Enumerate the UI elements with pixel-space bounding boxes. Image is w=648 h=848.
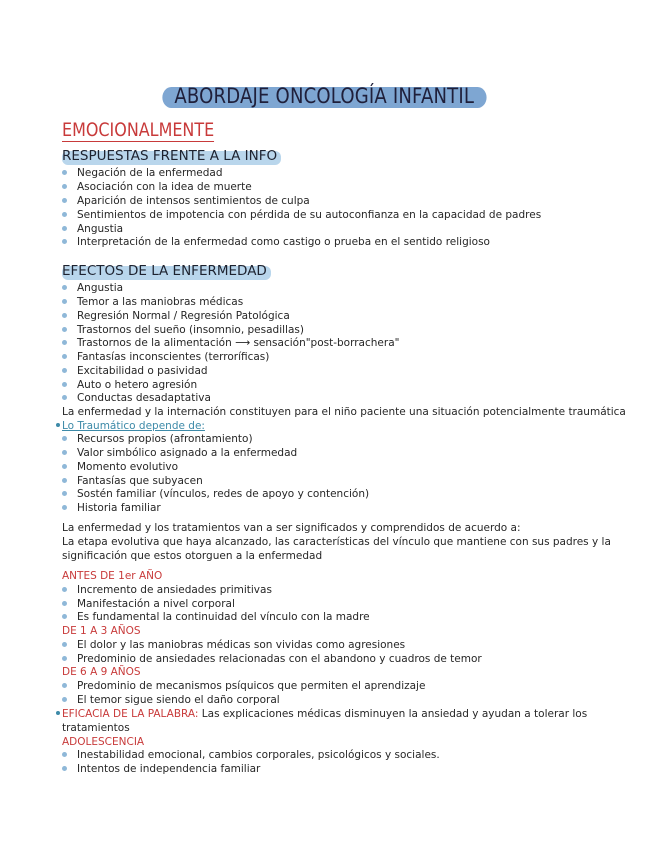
list-item: El dolor y las maniobras médicas son vividas como agresiones bbox=[62, 639, 405, 652]
eficacia-paragraph: EFICACIA DE LA PALABRA: Las explicaciones médicas disminuyen la ansiedad y ayudan a tolerar los bbox=[56, 708, 587, 721]
paragraph: La enfermedad y los tratamientos van a ser significados y comprendidos de acuerdo a: bbox=[62, 522, 521, 534]
list-item: Fantasías que subyacen bbox=[62, 475, 203, 488]
list-item: Incremento de ansiedades primitivas bbox=[62, 584, 272, 597]
bullet-icon bbox=[62, 184, 67, 189]
list-item: Asociación con la idea de muerte bbox=[62, 181, 252, 194]
bullet-icon bbox=[62, 226, 67, 231]
bullet-icon bbox=[62, 491, 67, 496]
bullet-icon bbox=[62, 354, 67, 359]
list-item: Momento evolutivo bbox=[62, 461, 178, 474]
list-item: Angustia bbox=[62, 282, 123, 295]
bullet-icon bbox=[62, 464, 67, 469]
bullet-icon bbox=[62, 587, 67, 592]
section-heading: EMOCIONALMENTE bbox=[62, 119, 215, 141]
list-item: Inestabilidad emocional, cambios corporales, psicológicos y sociales. bbox=[62, 749, 440, 762]
list-item: Manifestación a nivel corporal bbox=[62, 598, 235, 611]
list-item: Historia familiar bbox=[62, 502, 161, 515]
bullet-icon bbox=[62, 505, 67, 510]
bullet-icon bbox=[62, 368, 67, 373]
list-item: Excitabilidad o pasividad bbox=[62, 365, 208, 378]
page-title-text: ABORDAJE ONCOLOGÍA INFANTIL bbox=[174, 84, 474, 108]
list-item: Intentos de independencia familiar bbox=[62, 763, 260, 776]
bullet-icon bbox=[62, 642, 67, 647]
bullet-icon bbox=[62, 766, 67, 771]
list-item: Angustia bbox=[62, 223, 123, 236]
list-item: Temor a las maniobras médicas bbox=[62, 296, 243, 309]
bullet-icon bbox=[62, 299, 67, 304]
list-item: Valor simbólico asignado a la enfermedad bbox=[62, 447, 297, 460]
list-item: Es fundamental la continuidad del vínculo con la madre bbox=[62, 611, 370, 624]
bullet-icon bbox=[62, 285, 67, 290]
list-item: Predominio de ansiedades relacionadas con el abandono y cuadros de temor bbox=[62, 653, 482, 666]
list-item: Predominio de mecanismos psíquicos que permiten el aprendizaje bbox=[62, 680, 425, 693]
bullet-icon bbox=[62, 313, 67, 318]
bullet-icon bbox=[62, 170, 67, 175]
respuestas-heading: RESPUESTAS FRENTE A LA INFO bbox=[62, 149, 277, 164]
list-item: Sentimientos de impotencia con pérdida de su autoconfianza en la capacidad de padres bbox=[62, 209, 541, 222]
paragraph: La enfermedad y la internación constituyen para el niño paciente una situación potencialmente traumática bbox=[62, 406, 626, 418]
efectos-heading: EFECTOS DE LA ENFERMEDAD bbox=[62, 264, 267, 279]
paragraph: significación que estos otorguen a la enfermedad bbox=[62, 550, 323, 562]
bullet-icon bbox=[56, 711, 60, 715]
paragraph: La etapa evolutiva que haya alcanzado, las características del vínculo que mantiene con sus padres y la bbox=[62, 536, 611, 548]
bullet-icon bbox=[62, 239, 67, 244]
bullet-icon bbox=[62, 450, 67, 455]
bullet-icon bbox=[62, 601, 67, 606]
list-item: Fantasías inconscientes (terroríficas) bbox=[62, 351, 269, 364]
bullet-icon bbox=[62, 614, 67, 619]
bullet-icon bbox=[62, 212, 67, 217]
list-item: Negación de la enfermedad bbox=[62, 167, 223, 180]
list-item: Recursos propios (afrontamiento) bbox=[62, 433, 253, 446]
page-title bbox=[166, 82, 483, 110]
list-item: Conductas desadaptativa bbox=[62, 392, 211, 405]
paragraph: tratamientos bbox=[62, 722, 130, 734]
bullet-icon bbox=[62, 752, 67, 757]
bullet-icon bbox=[62, 478, 67, 483]
list-item: Interpretación de la enfermedad como castigo o prueba en el sentido religioso bbox=[62, 236, 490, 249]
bullet-icon bbox=[62, 395, 67, 400]
list-item: Auto o hetero agresión bbox=[62, 379, 197, 392]
age-heading: DE 6 A 9 AÑOS bbox=[62, 666, 141, 678]
bullet-icon bbox=[62, 340, 67, 345]
bullet-icon bbox=[62, 683, 67, 688]
bullet-icon bbox=[62, 327, 67, 332]
list-item: Trastornos del sueño (insomnio, pesadillas) bbox=[62, 324, 304, 337]
list-item: Sostén familiar (vínculos, redes de apoyo y contención) bbox=[62, 488, 369, 501]
list-item: El temor sigue siendo el daño corporal bbox=[62, 694, 280, 707]
list-item: Aparición de intensos sentimientos de culpa bbox=[62, 195, 310, 208]
bullet-icon bbox=[62, 436, 67, 441]
list-item: Trastornos de la alimentación ⟶ sensación"post-borrachera" bbox=[62, 337, 399, 350]
bullet-icon bbox=[62, 198, 67, 203]
list-item: Regresión Normal / Regresión Patológica bbox=[62, 310, 290, 323]
traumatico-label: Lo Traumático depende de: bbox=[56, 420, 205, 433]
age-heading: ADOLESCENCIA bbox=[62, 736, 145, 748]
bullet-icon bbox=[62, 656, 67, 661]
age-heading: DE 1 A 3 AÑOS bbox=[62, 625, 141, 637]
age-heading: ANTES DE 1er AÑO bbox=[62, 570, 163, 582]
bullet-icon bbox=[62, 697, 67, 702]
bullet-icon bbox=[56, 423, 60, 427]
bullet-icon bbox=[62, 382, 67, 387]
title-wrap bbox=[0, 82, 648, 110]
